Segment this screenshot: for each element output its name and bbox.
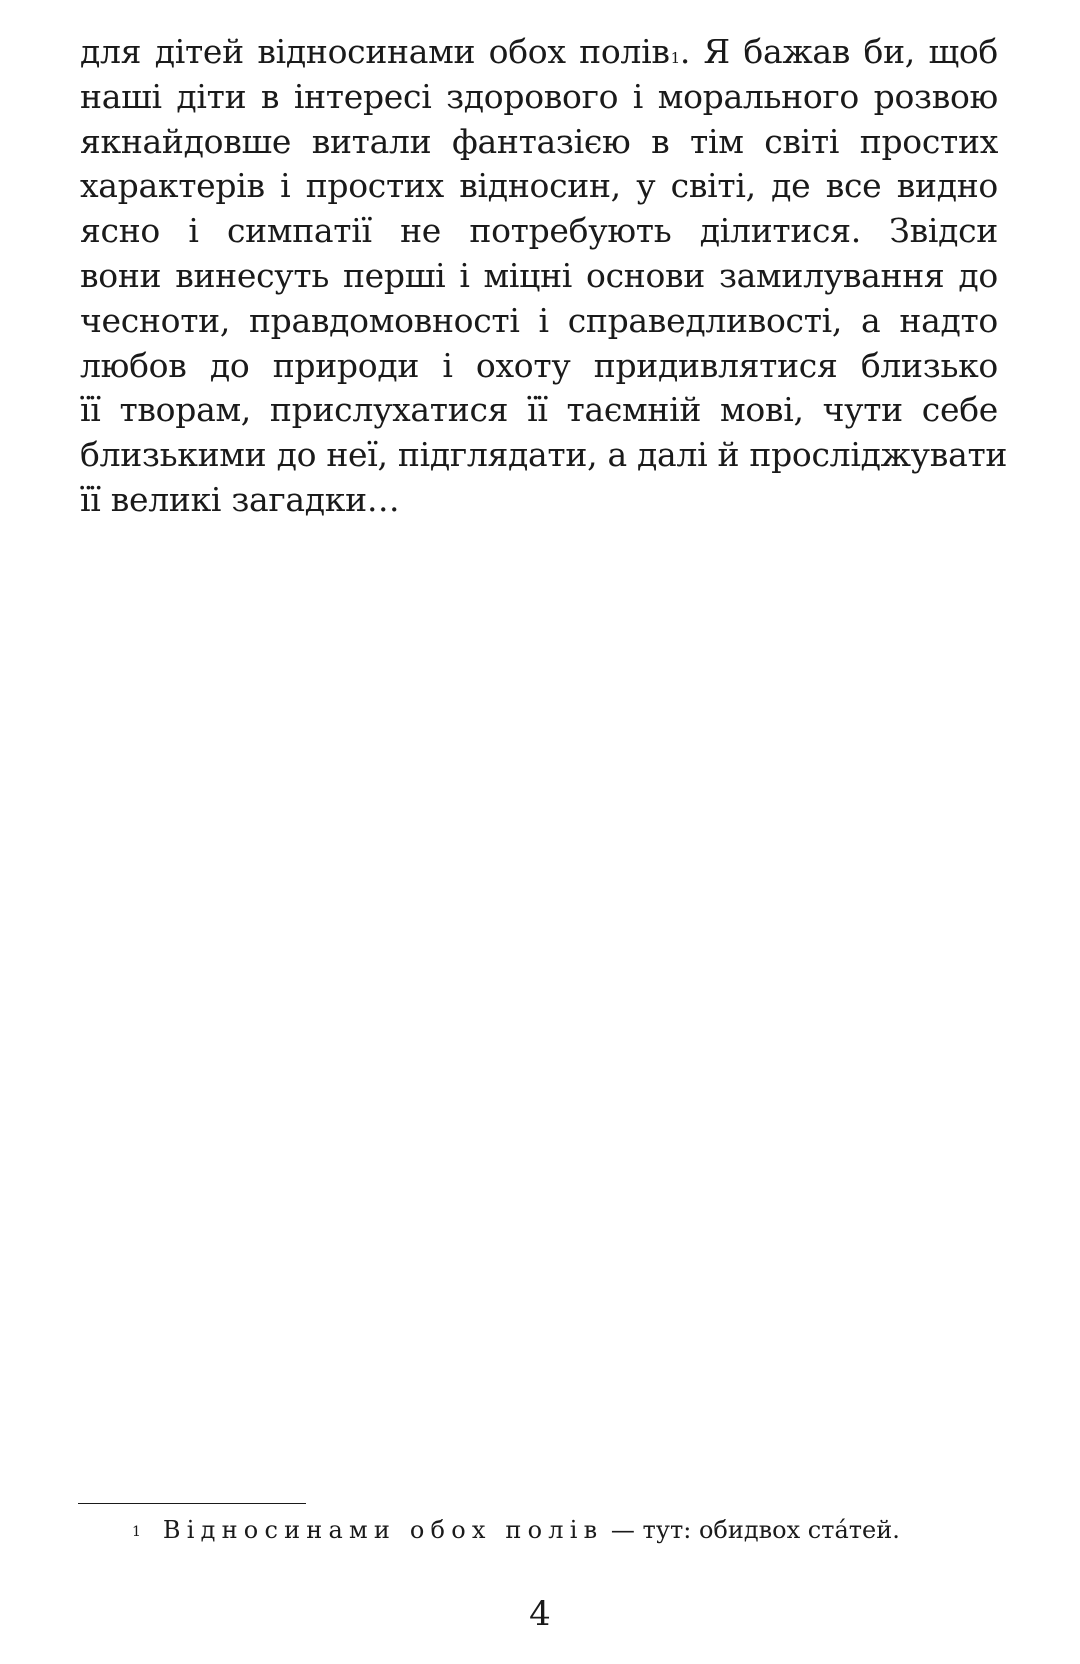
text-line-11: її великі загадки…	[80, 479, 400, 519]
footnote	[132, 1513, 900, 1547]
footnote-definition: — тут: обидвох ста́тей.	[603, 1516, 900, 1544]
text-line-8: любов до природи і охоту придивлятися близько	[80, 345, 998, 385]
text-line-9: її творам, прислухатися її таємній мові, чути себе	[80, 390, 998, 430]
footnote-reference: 1	[670, 49, 680, 67]
text-line-10: близькими до неї, підглядати, а далі й прослiджувати	[80, 435, 1008, 475]
footnote-separator	[78, 1503, 306, 1504]
page-number: 4	[529, 1594, 551, 1634]
text-line-6: вони винесуть перші і міцні основи замилування до	[80, 255, 998, 295]
text-line-2: наші діти в інтересі здорового і морального розвою	[80, 76, 998, 116]
text-line-7: чесноти, правдомовності і справедливості, а надто	[80, 300, 998, 340]
text-line-5: ясно і симпатії не потребують ділитися. Звідси	[80, 211, 998, 251]
footnote-mark: 1	[132, 1524, 141, 1540]
text-line-4: характерів і простих відносин, у світі, де все видно	[80, 166, 998, 206]
body-paragraph	[80, 30, 1008, 523]
footnote-term: Відносинами обох полів	[162, 1516, 604, 1544]
text-line-3: якнайдовше витали фантазією в тім світі простих	[80, 121, 998, 161]
text-line-1: для дітей відносинами обох полів$^1$. Я бажав би, щоб	[80, 32, 998, 71]
